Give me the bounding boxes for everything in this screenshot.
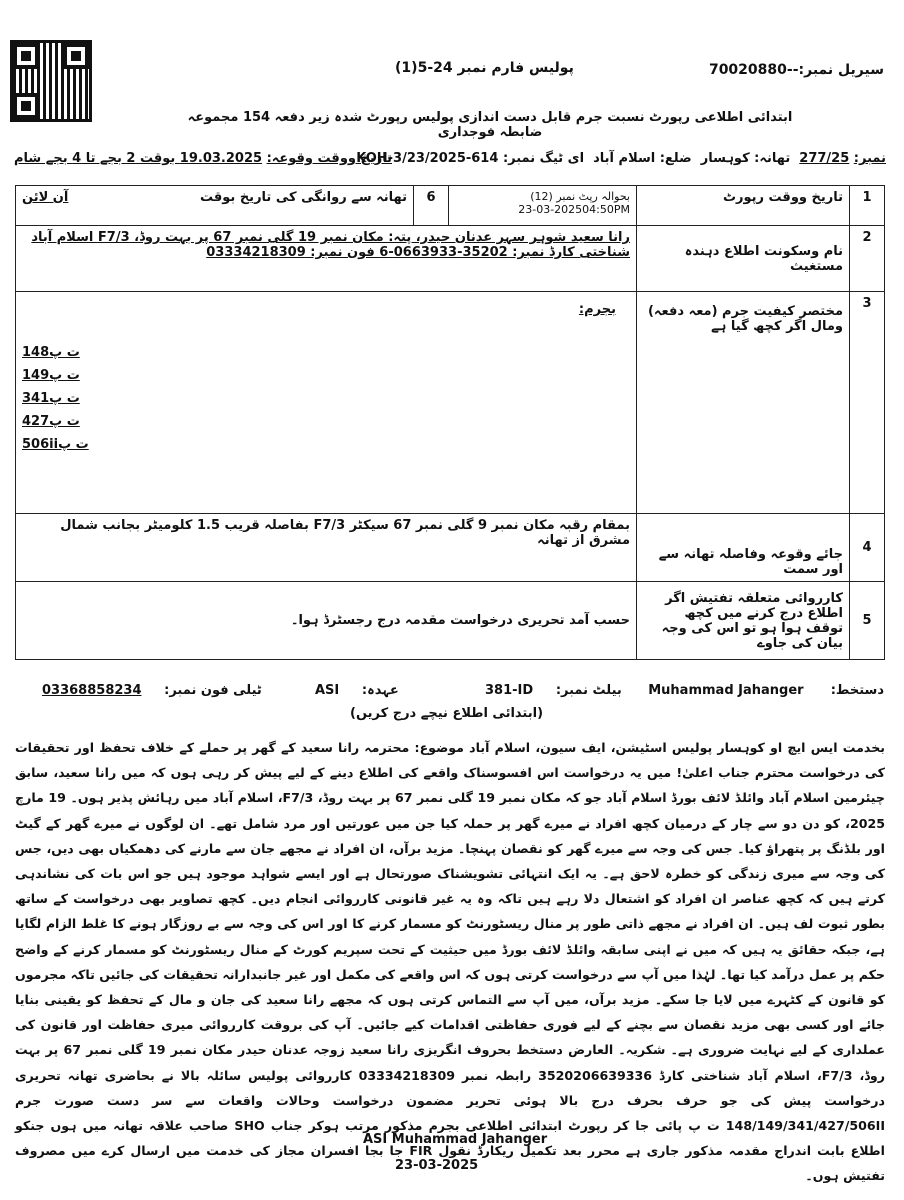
report-reference: بحوالہ رپٹ نمبر (12) 23-03-202504:50PM — [449, 186, 637, 226]
belt-number: بیلٹ نمبر: 381-ID — [485, 683, 622, 698]
fir-number: نمبر: 277/25 تھانہ: کوہسار ضلع: اسلام آباد ای ٹیگ نمبر: KOH-3/23/2025-614 — [356, 151, 886, 166]
table-row — [16, 514, 885, 582]
row-number: 3 — [850, 292, 885, 514]
row-label: کارروائی متعلقہ تفتیش اگر اطلاع درج کرنے میں کچھ توقف ہوا ہو تو اس کی وجہ بیان کی جاوے — [637, 582, 850, 660]
charges-title: بجرم: — [578, 302, 616, 317]
table-row — [16, 582, 885, 660]
officer-phone: ٹیلی فون نمبر: 03368858234 — [42, 683, 262, 698]
footer-date: 23-03-2025 — [395, 1158, 479, 1173]
table-row — [16, 186, 885, 226]
qr-code — [10, 40, 92, 122]
subheading: (ابتدائی اطلاع نیچے درج کریں) — [350, 706, 544, 721]
row-number: 1 — [850, 186, 885, 226]
action-taken: حسب آمد تحریری درخواست مقدمہ درج رجسٹرڈ ہوا۔ — [16, 582, 637, 660]
row-number: 6 — [414, 186, 449, 226]
list-item: 506iiت پ — [22, 437, 89, 452]
complainant-details: رانا سعید شوہر سہر عدنان حیدر، پتہ: مکان نمبر 19 گلی نمبر 67 پر بہت روڈ، F7/3 اسلام آباد شناختی کارڈ نمبر: 35202-0663933-6 فون نمبر: 03334218309 — [16, 226, 637, 292]
offence-details — [16, 292, 637, 514]
row-label: مختصر کیفیت جرم (معہ دفعہ) ومال اگر کچھ گیا ہے — [637, 292, 850, 514]
place-of-occurrence: بمقام رقبہ مکان نمبر 9 گلی نمبر 67 سیکٹر F7/3 بفاصلہ قریب 1.5 کلومیٹر بجانب شمال مشرق از تھانہ — [16, 514, 637, 582]
row-number: 4 — [850, 514, 885, 582]
row-label: تاریخ ووقت رپورٹ — [637, 186, 850, 226]
list-item: 341ت پ — [22, 391, 80, 406]
officer-rank: عہدہ: ASI — [315, 683, 399, 698]
serial-number: سیریل نمبر:--70020880 — [708, 62, 884, 78]
fir-body-text: بخدمت ایس ایچ او کوہسار پولیس اسٹیشن، ایف سیون، اسلام آباد موضوع: محترمہ رانا سعید کے گھر پر حملے کے خلاف تحفظ اور تحقیقات کی درخواست محترم جناب اعلیٰ! میں یہ درخواست اس افسوسناک واقعے کی اطلاع دینے کے لیے پیش کر رہی ہوں کہ میں رانا سعید، سابق چیئرمین اسلام آباد وائلڈ لائف بورڈ اسلام آباد جو کہ مکان نمبر 19 گلی نمبر 67 پر بہت روڈ، F7/3، اسلام آباد میں رہائش پذیر ہوں۔ 19 مارچ 2025، کو دن دو سے چار کے درمیان کچھ افراد نے میرے گھر پر حملہ کیا جن میں عورتیں اور مرد شامل تھے۔ ان لوگوں نے میرے گھر کے گیٹ اور بلڈنگ پر پتھراؤ کیا۔ جس کی وجہ سے میرے گھر کو نقصان پہنچا۔ مزید برآں، ان افراد نے مجھے جان سے مارنے کی دھمکیاں بھی دیں، جس کی وجہ سے میری زندگی کو خطرہ لاحق ہے۔ یہ ایک انتہائی تشویشناک صورتحال ہے اور ایسے شواہد موجود ہیں جو اس بات کی نشاندہی کرتے ہیں کہ کچھ عناصر ان افراد کو اشتعال دلا رہے ہیں تاکہ وہ یہ غیر قانونی کارروائی انجام دیں۔ کچھ تصاویر بھی درخواست کے ساتھ بطور ثبوت لف ہیں۔ ان افراد نے مجھے ذاتی طور پر منال ریسٹورنٹ کو مسمار کرنے کا اور اس کی وجہ سے بے روزگار ہونے کا غلط الزام لگایا ہے، جبکہ حقائق یہ ہیں کہ میں نے اپنی سابقہ وائلڈ لائف بورڈ میں حیثیت کے تحت سپریم کورٹ کے منال ریسٹورنٹ کو مسمار کرنے کے واضح حکم پر عمل درآمد کیا تھا۔ لہٰذا میں آپ سے درخواست کرتی ہوں کہ اس واقعے کی مکمل اور غیر جانبدارانہ تحقیقات کی جائیں تاکہ مجرموں کو قانون کے کٹہرے میں لایا جا سکے۔ مزید برآں، میں آپ سے التماس کرتی ہوں کہ مجھے رانا سعید کی جان و مال کے تحفظ کو یقینی بنایا جائے اور کسی بھی مزید نقصان سے بچنے کے لیے فوری حفاظتی اقدامات کیے جائیں۔ آپ کی بروقت کارروائی میری حفاظت اور قانون کی عملداری کے لیے نہایت ضروری ہے۔ شکریہ۔ العارض دستخط بحروف انگریزی رانا سعید زوجہ عدنان حیدر مکان نمبر 19 گلی نمبر 67 پر بہت روڈ، F7/3، اسلام آباد شناختی کارڈ 3520206639336 رابطہ نمبر 03334218309 کارروائی پولیس سائلہ بالا نے بحاضری تھانہ تحریری درخواست پیش کی جو حرف بحرف درج بالا ہوئی تحریر مضمون درخواست وحالات واقعات سے سر دست صورت جرم 148/149/341/427/506II ت پ پائی جا کر رپورٹ ابتدائی اطلاعی بجرم مذکور مرتب ہوکر جناب SHO صاحب علاقہ تھانہ میں ہوں جنکو اطلاع بابت اندراج مقدمہ مذکور جاری ہے محرر بعد تکمیل ریکارڈ نقول FIR جا بجا افسران مجاز کی خدمت میں ارسال کرے میں مصروف تفتیش ہوں۔ — [15, 740, 886, 1184]
table-row — [16, 292, 885, 514]
officer-signature: دستخط: Muhammad Jahanger — [648, 683, 884, 698]
occurrence-datetime: تاریخ ووقت وقوعہ: 19.03.2025 بوقت 2 بجے تا 4 بجے شام — [14, 151, 393, 166]
row-number: 2 — [850, 226, 885, 292]
form-number: پولیس فارم نمبر 24-5(1) — [395, 60, 574, 76]
list-item: 427ت پ — [22, 414, 80, 429]
document-title: ابتدائی اطلاعی رپورٹ نسبت جرم قابل دست اندازی پولیس رپورٹ شدہ زیر دفعہ 154 مجموعہ ضابطہ فوجداری — [187, 110, 793, 140]
table-row — [16, 226, 885, 292]
list-item: 148ت پ — [22, 345, 80, 360]
row-number: 5 — [850, 582, 885, 660]
list-item: 149ت پ — [22, 368, 80, 383]
footer-officer-name: ASI Muhammad Jahanger — [363, 1132, 548, 1147]
row-label: جائے وقوعہ وفاصلہ تھانہ سے اور سمت — [637, 514, 850, 582]
charges-list — [22, 345, 616, 452]
row-label: نام وسکونت اطلاع دہندہ مستغیث — [637, 226, 850, 292]
row-label: تھانہ سے روانگی کی تاریخ بوقت آن لائن — [16, 186, 414, 226]
fir-table — [15, 185, 885, 660]
